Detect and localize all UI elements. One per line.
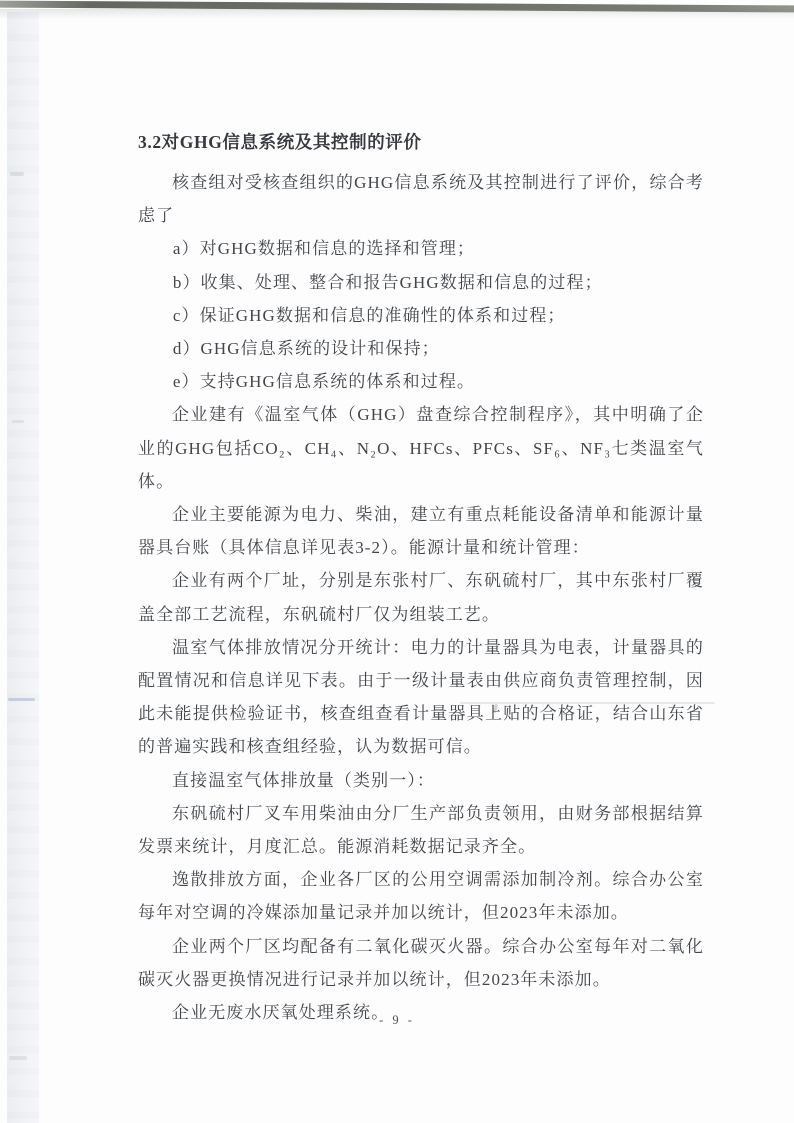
paragraph-intro: 核查组对受核查组织的GHG信息系统及其控制进行了评价，综合考虑了: [138, 173, 704, 226]
list-item-b: b）收集、处理、整合和报告GHG数据和信息的过程；: [172, 272, 603, 292]
paragraph: 逸散排放方面，企业各厂区的公用空调需添加制冷剂。综合办公室每年对空调的冷媒添加量记录并加以统计，但2023年未添加。: [138, 870, 704, 923]
document-content: [138, 126, 704, 1029]
scan-speck-artifact: [9, 1056, 27, 1060]
paragraph: 企业无废水厌氧处理系统。: [172, 1003, 390, 1023]
paragraph: 直接温室气体排放量（类别一）：: [172, 770, 435, 790]
list-item-a: a）对GHG数据和信息的选择和管理；: [172, 239, 476, 259]
list-item-d: d）GHG信息系统的设计和保持；: [172, 339, 440, 359]
list-item-c: c）保证GHG数据和信息的准确性的体系和过程；: [172, 305, 566, 325]
paragraph: 温室气体排放情况分开统计：电力的计量器具为电表，计量器具的配置情况和信息详见下表。由于一级计量表由供应商负责管理控制，因此未能提供检验证书，核查组查看计量器具上贴的合格证，结合山东省的普遍实践和核查组经验，认为数据可信。: [138, 637, 704, 757]
paragraph: 企业建有《温室气体（GHG）盘查综合控制程序》，其中明确了企业的GHG包括CO₂、CH₄、N₂O、HFCs、PFCs、SF₆、NF₃七类温室气体。: [138, 405, 704, 491]
scan-left-edge-artifact: [7, 12, 39, 1123]
paragraph: 东矾硫村厂叉车用柴油由分厂生产部负责领用，由财务部根据结算发票来统计，月度汇总。能源消耗数据记录齐全。: [138, 803, 704, 857]
scan-speck-artifact: [8, 698, 35, 701]
page-number: - 9 -: [379, 1013, 415, 1027]
paragraph: 企业两个厂区均配备有二氧化碳灭火器。综合办公室每年对二氧化碳灭火器更换情况进行记录并加以统计，但2023年未添加。: [138, 936, 704, 989]
paragraph: 企业主要能源为电力、柴油，建立有重点耗能设备清单和能源计量器具台账（具体信息详见表3-2）。能源计量和统计管理：: [138, 505, 704, 558]
list-item-e: e）支持GHG信息系统的体系和过程。: [172, 372, 476, 392]
scan-top-haze-artifact: [0, 9, 794, 19]
section-heading: 3.2对GHG信息系统及其控制的评价: [138, 132, 422, 152]
paragraph: 企业有两个厂址，分别是东张村厂、东矾硫村厂，其中东张村厂覆盖全部工艺流程，东矾硫村厂仅为组装工艺。: [138, 571, 704, 624]
scan-speck-artifact: [10, 172, 24, 176]
scan-speck-artifact: [12, 420, 24, 423]
